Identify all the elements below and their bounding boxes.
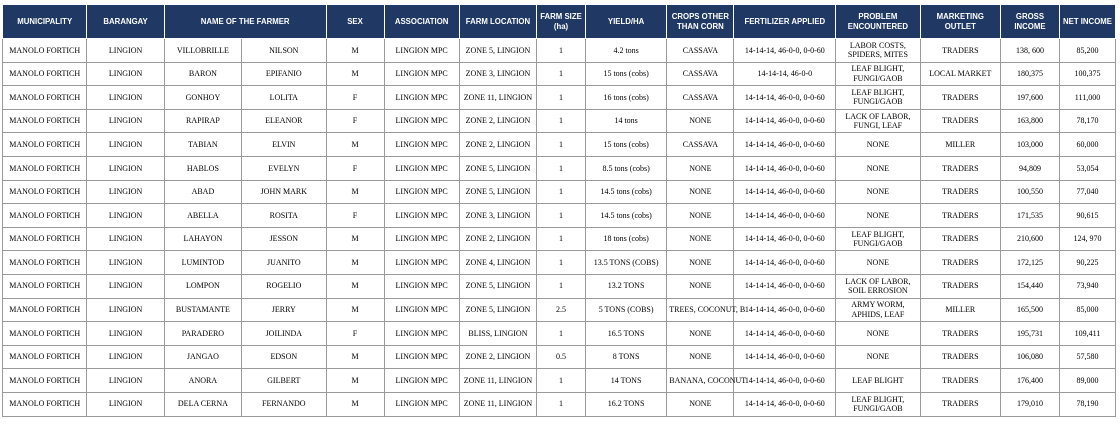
cell-sex: M xyxy=(326,227,384,251)
cell-yield: 13.5 TONS (COBS) xyxy=(585,251,666,275)
cell-yield: 14 tons xyxy=(585,109,666,133)
cell-last-name: JANGAO xyxy=(164,345,241,369)
cell-sex: M xyxy=(326,39,384,63)
cell-association: LINGION MPC xyxy=(384,274,459,298)
cell-barangay: LINGION xyxy=(87,156,164,180)
cell-net-income: 78,190 xyxy=(1059,392,1115,416)
cell-problem: NONE xyxy=(836,251,920,275)
cell-barangay: LINGION xyxy=(87,39,164,63)
cell-yield: 4.2 tons xyxy=(585,39,666,63)
cell-other-crops: NONE xyxy=(667,227,734,251)
cell-last-name: ABAD xyxy=(164,180,241,204)
cell-other-crops: NONE xyxy=(667,251,734,275)
col-header-fertilizer: FERTILIZER APPLIED xyxy=(734,5,836,39)
farmer-data-table xyxy=(2,4,1116,417)
col-header-other-crops: CROPS OTHER THAN CORN xyxy=(667,5,734,39)
cell-yield: 14.5 tons (cobs) xyxy=(585,180,666,204)
cell-farm-location: BLISS, LINGION xyxy=(459,322,536,346)
col-header-farm-size: FARM SIZE (ha) xyxy=(537,5,586,39)
table-row xyxy=(3,369,1116,393)
cell-yield: 18 tons (cobs) xyxy=(585,227,666,251)
cell-farm-size: 1 xyxy=(537,62,586,86)
cell-marketing-outlet: TRADERS xyxy=(920,392,1000,416)
cell-first-name: JOILINDA xyxy=(242,322,326,346)
cell-sex: F xyxy=(326,109,384,133)
cell-municipality: MANOLO FORTICH xyxy=(3,204,87,228)
cell-association: LINGION MPC xyxy=(384,298,459,322)
cell-first-name: JERRY xyxy=(242,298,326,322)
cell-problem: NONE xyxy=(836,156,920,180)
cell-other-crops: NONE xyxy=(667,109,734,133)
cell-association: LINGION MPC xyxy=(384,345,459,369)
cell-farm-location: ZONE 11, LINGION xyxy=(459,369,536,393)
cell-fertilizer: 14-14-14, 46-0-0, 0-0-60 xyxy=(734,227,836,251)
cell-association: LINGION MPC xyxy=(384,39,459,63)
cell-farm-size: 1 xyxy=(537,156,586,180)
cell-first-name: GILBERT xyxy=(242,369,326,393)
cell-first-name: NILSON xyxy=(242,39,326,63)
cell-other-crops: TREES, COCONUT, B xyxy=(667,298,734,322)
table-row xyxy=(3,274,1116,298)
cell-fertilizer: 14-14-14, 46-0-0, 0-0-60 xyxy=(734,369,836,393)
cell-barangay: LINGION xyxy=(87,62,164,86)
cell-fertilizer: 14-14-14, 46-0-0, 0-0-60 xyxy=(734,298,836,322)
cell-problem: ARMY WORM, APHIDS, LEAF xyxy=(836,298,920,322)
cell-sex: F xyxy=(326,156,384,180)
cell-other-crops: NONE xyxy=(667,180,734,204)
cell-farm-location: ZONE 5, LINGION xyxy=(459,39,536,63)
cell-gross-income: 138, 600 xyxy=(1000,39,1059,63)
col-header-net-income: NET INCOME xyxy=(1059,5,1115,39)
cell-problem: LEAF BLIGHT, FUNGI/GAOB xyxy=(836,62,920,86)
cell-barangay: LINGION xyxy=(87,86,164,110)
cell-municipality: MANOLO FORTICH xyxy=(3,322,87,346)
cell-last-name: LAHAYON xyxy=(164,227,241,251)
cell-marketing-outlet: LOCAL MARKET xyxy=(920,62,1000,86)
cell-farm-size: 1 xyxy=(537,39,586,63)
cell-barangay: LINGION xyxy=(87,251,164,275)
cell-gross-income: 176,400 xyxy=(1000,369,1059,393)
cell-other-crops: NONE xyxy=(667,204,734,228)
table-row xyxy=(3,345,1116,369)
cell-first-name: ROSITA xyxy=(242,204,326,228)
cell-last-name: LUMINTOD xyxy=(164,251,241,275)
cell-problem: NONE xyxy=(836,133,920,157)
cell-gross-income: 180,375 xyxy=(1000,62,1059,86)
cell-association: LINGION MPC xyxy=(384,322,459,346)
cell-gross-income: 106,080 xyxy=(1000,345,1059,369)
cell-association: LINGION MPC xyxy=(384,251,459,275)
cell-net-income: 90,225 xyxy=(1059,251,1115,275)
cell-fertilizer: 14-14-14, 46-0-0, 0-0-60 xyxy=(734,133,836,157)
cell-farm-location: ZONE 3, LINGION xyxy=(459,204,536,228)
cell-farm-size: 1 xyxy=(537,86,586,110)
cell-yield: 16.2 TONS xyxy=(585,392,666,416)
cell-marketing-outlet: MILLER xyxy=(920,298,1000,322)
col-header-marketing-outlet: MARKETING OUTLET xyxy=(920,5,1000,39)
cell-last-name: ANORA xyxy=(164,369,241,393)
cell-marketing-outlet: TRADERS xyxy=(920,251,1000,275)
cell-first-name: EVELYN xyxy=(242,156,326,180)
cell-gross-income: 103,000 xyxy=(1000,133,1059,157)
cell-marketing-outlet: TRADERS xyxy=(920,227,1000,251)
cell-farm-location: ZONE 11, LINGION xyxy=(459,86,536,110)
cell-municipality: MANOLO FORTICH xyxy=(3,86,87,110)
cell-fertilizer: 14-14-14, 46-0-0, 0-0-60 xyxy=(734,109,836,133)
cell-first-name: LOLITA xyxy=(242,86,326,110)
cell-sex: M xyxy=(326,345,384,369)
cell-problem: NONE xyxy=(836,180,920,204)
cell-farm-size: 1 xyxy=(537,251,586,275)
cell-problem: LACK OF LABOR, FUNGI, LEAF xyxy=(836,109,920,133)
cell-marketing-outlet: TRADERS xyxy=(920,274,1000,298)
cell-fertilizer: 14-14-14, 46-0-0, 0-0-60 xyxy=(734,274,836,298)
cell-net-income: 78,170 xyxy=(1059,109,1115,133)
cell-association: LINGION MPC xyxy=(384,86,459,110)
cell-net-income: 109,411 xyxy=(1059,322,1115,346)
cell-marketing-outlet: TRADERS xyxy=(920,86,1000,110)
cell-farm-location: ZONE 5, LINGION xyxy=(459,298,536,322)
cell-other-crops: CASSAVA xyxy=(667,39,734,63)
cell-gross-income: 163,800 xyxy=(1000,109,1059,133)
cell-farm-location: ZONE 5, LINGION xyxy=(459,180,536,204)
cell-barangay: LINGION xyxy=(87,204,164,228)
cell-gross-income: 100,550 xyxy=(1000,180,1059,204)
cell-farm-size: 1 xyxy=(537,109,586,133)
cell-other-crops: CASSAVA xyxy=(667,86,734,110)
cell-municipality: MANOLO FORTICH xyxy=(3,109,87,133)
cell-sex: F xyxy=(326,204,384,228)
cell-yield: 14.5 tons (cobs) xyxy=(585,204,666,228)
cell-net-income: 60,000 xyxy=(1059,133,1115,157)
cell-gross-income: 94,809 xyxy=(1000,156,1059,180)
table-row xyxy=(3,204,1116,228)
cell-municipality: MANOLO FORTICH xyxy=(3,180,87,204)
cell-farm-location: ZONE 5, LINGION xyxy=(459,156,536,180)
cell-municipality: MANOLO FORTICH xyxy=(3,227,87,251)
cell-farm-size: 1 xyxy=(537,133,586,157)
table-row xyxy=(3,227,1116,251)
cell-net-income: 89,000 xyxy=(1059,369,1115,393)
cell-last-name: PARADERO xyxy=(164,322,241,346)
cell-gross-income: 195,731 xyxy=(1000,322,1059,346)
cell-fertilizer: 14-14-14, 46-0-0, 0-0-60 xyxy=(734,86,836,110)
cell-sex: F xyxy=(326,322,384,346)
cell-other-crops: CASSAVA xyxy=(667,133,734,157)
col-header-barangay: BARANGAY xyxy=(87,5,164,39)
cell-sex: M xyxy=(326,62,384,86)
cell-farm-location: ZONE 4, LINGION xyxy=(459,251,536,275)
cell-marketing-outlet: TRADERS xyxy=(920,180,1000,204)
cell-farm-location: ZONE 5, LINGION xyxy=(459,274,536,298)
cell-fertilizer: 14-14-14, 46-0-0, 0-0-60 xyxy=(734,39,836,63)
cell-barangay: LINGION xyxy=(87,298,164,322)
cell-gross-income: 197,600 xyxy=(1000,86,1059,110)
cell-last-name: GONHOY xyxy=(164,86,241,110)
cell-association: LINGION MPC xyxy=(384,204,459,228)
cell-barangay: LINGION xyxy=(87,109,164,133)
cell-fertilizer: 14-14-14, 46-0-0, 0-0-60 xyxy=(734,322,836,346)
cell-yield: 15 tons (cobs) xyxy=(585,62,666,86)
cell-sex: M xyxy=(326,298,384,322)
cell-farm-size: 2.5 xyxy=(537,298,586,322)
cell-yield: 13.2 TONS xyxy=(585,274,666,298)
cell-gross-income: 210,600 xyxy=(1000,227,1059,251)
cell-fertilizer: 14-14-14, 46-0-0, 0-0-60 xyxy=(734,251,836,275)
cell-marketing-outlet: TRADERS xyxy=(920,204,1000,228)
cell-problem: NONE xyxy=(836,204,920,228)
cell-net-income: 111,000 xyxy=(1059,86,1115,110)
cell-farm-size: 1 xyxy=(537,204,586,228)
col-header-farm-location: FARM LOCATION xyxy=(459,5,536,39)
cell-gross-income: 154,440 xyxy=(1000,274,1059,298)
cell-barangay: LINGION xyxy=(87,345,164,369)
cell-problem: NONE xyxy=(836,322,920,346)
cell-farm-size: 1 xyxy=(537,369,586,393)
cell-sex: M xyxy=(326,180,384,204)
cell-farm-size: 1 xyxy=(537,274,586,298)
cell-first-name: JESSON xyxy=(242,227,326,251)
cell-gross-income: 179,010 xyxy=(1000,392,1059,416)
cell-municipality: MANOLO FORTICH xyxy=(3,369,87,393)
cell-municipality: MANOLO FORTICH xyxy=(3,251,87,275)
cell-farm-location: ZONE 11, LINGION xyxy=(459,392,536,416)
cell-municipality: MANOLO FORTICH xyxy=(3,62,87,86)
cell-fertilizer: 14-14-14, 46-0-0, 0-0-60 xyxy=(734,204,836,228)
table-row xyxy=(3,180,1116,204)
cell-problem: LEAF BLIGHT xyxy=(836,369,920,393)
cell-other-crops: NONE xyxy=(667,322,734,346)
cell-farm-location: ZONE 2, LINGION xyxy=(459,227,536,251)
cell-first-name: ELEANOR xyxy=(242,109,326,133)
cell-net-income: 124, 970 xyxy=(1059,227,1115,251)
cell-sex: M xyxy=(326,369,384,393)
cell-other-crops: NONE xyxy=(667,345,734,369)
cell-last-name: TABIAN xyxy=(164,133,241,157)
cell-fertilizer: 14-14-14, 46-0-0 xyxy=(734,62,836,86)
cell-yield: 15 tons (cobs) xyxy=(585,133,666,157)
cell-net-income: 85,000 xyxy=(1059,298,1115,322)
cell-net-income: 53,054 xyxy=(1059,156,1115,180)
cell-barangay: LINGION xyxy=(87,180,164,204)
cell-fertilizer: 14-14-14, 46-0-0, 0-0-60 xyxy=(734,345,836,369)
cell-marketing-outlet: TRADERS xyxy=(920,345,1000,369)
cell-barangay: LINGION xyxy=(87,274,164,298)
table-row xyxy=(3,156,1116,180)
cell-problem: LABOR COSTS, SPIDERS, MITES xyxy=(836,39,920,63)
cell-net-income: 85,200 xyxy=(1059,39,1115,63)
table-row xyxy=(3,298,1116,322)
cell-farm-size: 1 xyxy=(537,180,586,204)
table-row xyxy=(3,86,1116,110)
table-row xyxy=(3,39,1116,63)
table-row xyxy=(3,109,1116,133)
cell-association: LINGION MPC xyxy=(384,109,459,133)
cell-last-name: RAPIRAP xyxy=(164,109,241,133)
cell-municipality: MANOLO FORTICH xyxy=(3,392,87,416)
cell-farm-size: 0.5 xyxy=(537,345,586,369)
cell-net-income: 90,615 xyxy=(1059,204,1115,228)
cell-yield: 5 TONS (COBS) xyxy=(585,298,666,322)
cell-farm-location: ZONE 2, LINGION xyxy=(459,109,536,133)
table-row xyxy=(3,251,1116,275)
cell-sex: M xyxy=(326,392,384,416)
cell-marketing-outlet: TRADERS xyxy=(920,109,1000,133)
table-row xyxy=(3,133,1116,157)
cell-problem: LEAF BLIGHT, FUNGI/GAOB xyxy=(836,86,920,110)
cell-farm-size: 1 xyxy=(537,322,586,346)
cell-farm-location: ZONE 2, LINGION xyxy=(459,133,536,157)
cell-net-income: 73,940 xyxy=(1059,274,1115,298)
cell-other-crops: NONE xyxy=(667,392,734,416)
cell-marketing-outlet: TRADERS xyxy=(920,156,1000,180)
cell-farm-location: ZONE 2, LINGION xyxy=(459,345,536,369)
cell-net-income: 57,580 xyxy=(1059,345,1115,369)
cell-sex: M xyxy=(326,274,384,298)
cell-yield: 8.5 tons (cobs) xyxy=(585,156,666,180)
cell-gross-income: 172,125 xyxy=(1000,251,1059,275)
cell-other-crops: BANANA, COCONUT xyxy=(667,369,734,393)
cell-farm-location: ZONE 3, LINGION xyxy=(459,62,536,86)
header-row xyxy=(3,5,1116,39)
cell-barangay: LINGION xyxy=(87,227,164,251)
cell-gross-income: 171,535 xyxy=(1000,204,1059,228)
cell-yield: 14 TONS xyxy=(585,369,666,393)
cell-farm-size: 1 xyxy=(537,227,586,251)
cell-net-income: 100,375 xyxy=(1059,62,1115,86)
cell-first-name: JOHN MARK xyxy=(242,180,326,204)
cell-barangay: LINGION xyxy=(87,322,164,346)
cell-barangay: LINGION xyxy=(87,369,164,393)
cell-municipality: MANOLO FORTICH xyxy=(3,133,87,157)
cell-marketing-outlet: MILLER xyxy=(920,133,1000,157)
cell-last-name: BUSTAMANTE xyxy=(164,298,241,322)
cell-association: LINGION MPC xyxy=(384,227,459,251)
col-header-yield: YIELD/HA xyxy=(585,5,666,39)
cell-problem: NONE xyxy=(836,345,920,369)
cell-other-crops: NONE xyxy=(667,156,734,180)
cell-yield: 16.5 TONS xyxy=(585,322,666,346)
cell-other-crops: NONE xyxy=(667,274,734,298)
col-header-gross-income: GROSS INCOME xyxy=(1000,5,1059,39)
cell-municipality: MANOLO FORTICH xyxy=(3,274,87,298)
cell-sex: M xyxy=(326,133,384,157)
cell-barangay: LINGION xyxy=(87,392,164,416)
cell-association: LINGION MPC xyxy=(384,156,459,180)
cell-marketing-outlet: TRADERS xyxy=(920,369,1000,393)
table-row xyxy=(3,322,1116,346)
cell-gross-income: 165,500 xyxy=(1000,298,1059,322)
cell-municipality: MANOLO FORTICH xyxy=(3,298,87,322)
col-header-municipality: MUNICIPALITY xyxy=(3,5,87,39)
cell-last-name: VILLOBRILLE xyxy=(164,39,241,63)
col-header-sex: SEX xyxy=(326,5,384,39)
cell-barangay: LINGION xyxy=(87,133,164,157)
cell-marketing-outlet: TRADERS xyxy=(920,322,1000,346)
cell-sex: M xyxy=(326,251,384,275)
cell-last-name: LOMPON xyxy=(164,274,241,298)
cell-association: LINGION MPC xyxy=(384,133,459,157)
cell-municipality: MANOLO FORTICH xyxy=(3,345,87,369)
cell-fertilizer: 14-14-14, 46-0-0, 0-0-60 xyxy=(734,180,836,204)
cell-yield: 8 TONS xyxy=(585,345,666,369)
farmer-data-table-container xyxy=(2,4,1116,417)
cell-first-name: EPIFANIO xyxy=(242,62,326,86)
cell-yield: 16 tons (cobs) xyxy=(585,86,666,110)
cell-sex: F xyxy=(326,86,384,110)
cell-fertilizer: 14-14-14, 46-0-0, 0-0-60 xyxy=(734,156,836,180)
cell-other-crops: CASSAVA xyxy=(667,62,734,86)
cell-net-income: 77,040 xyxy=(1059,180,1115,204)
col-header-association: ASSOCIATION xyxy=(384,5,459,39)
col-header-problem: PROBLEM ENCOUNTERED xyxy=(836,5,920,39)
cell-problem: LEAF BLIGHT, FUNGI/GAOB xyxy=(836,227,920,251)
table-row xyxy=(3,62,1116,86)
cell-association: LINGION MPC xyxy=(384,392,459,416)
cell-first-name: FERNANDO xyxy=(242,392,326,416)
cell-last-name: HABLOS xyxy=(164,156,241,180)
cell-first-name: ELVIN xyxy=(242,133,326,157)
cell-last-name: DELA CERNA xyxy=(164,392,241,416)
cell-association: LINGION MPC xyxy=(384,369,459,393)
cell-marketing-outlet: TRADERS xyxy=(920,39,1000,63)
cell-problem: LEAF BLIGHT, FUNGI/GAOB xyxy=(836,392,920,416)
cell-problem: LACK OF LABOR, SOIL ERROSION xyxy=(836,274,920,298)
cell-first-name: JUANITO xyxy=(242,251,326,275)
cell-last-name: ABELLA xyxy=(164,204,241,228)
col-header-farmer-name: NAME OF THE FARMER xyxy=(164,5,326,39)
cell-association: LINGION MPC xyxy=(384,180,459,204)
cell-first-name: EDSON xyxy=(242,345,326,369)
cell-fertilizer: 14-14-14, 46-0-0, 0-0-60 xyxy=(734,392,836,416)
cell-farm-size: 1 xyxy=(537,392,586,416)
table-body xyxy=(3,39,1116,417)
cell-municipality: MANOLO FORTICH xyxy=(3,156,87,180)
table-row xyxy=(3,392,1116,416)
cell-municipality: MANOLO FORTICH xyxy=(3,39,87,63)
cell-last-name: BARON xyxy=(164,62,241,86)
cell-association: LINGION MPC xyxy=(384,62,459,86)
cell-first-name: ROGELIO xyxy=(242,274,326,298)
